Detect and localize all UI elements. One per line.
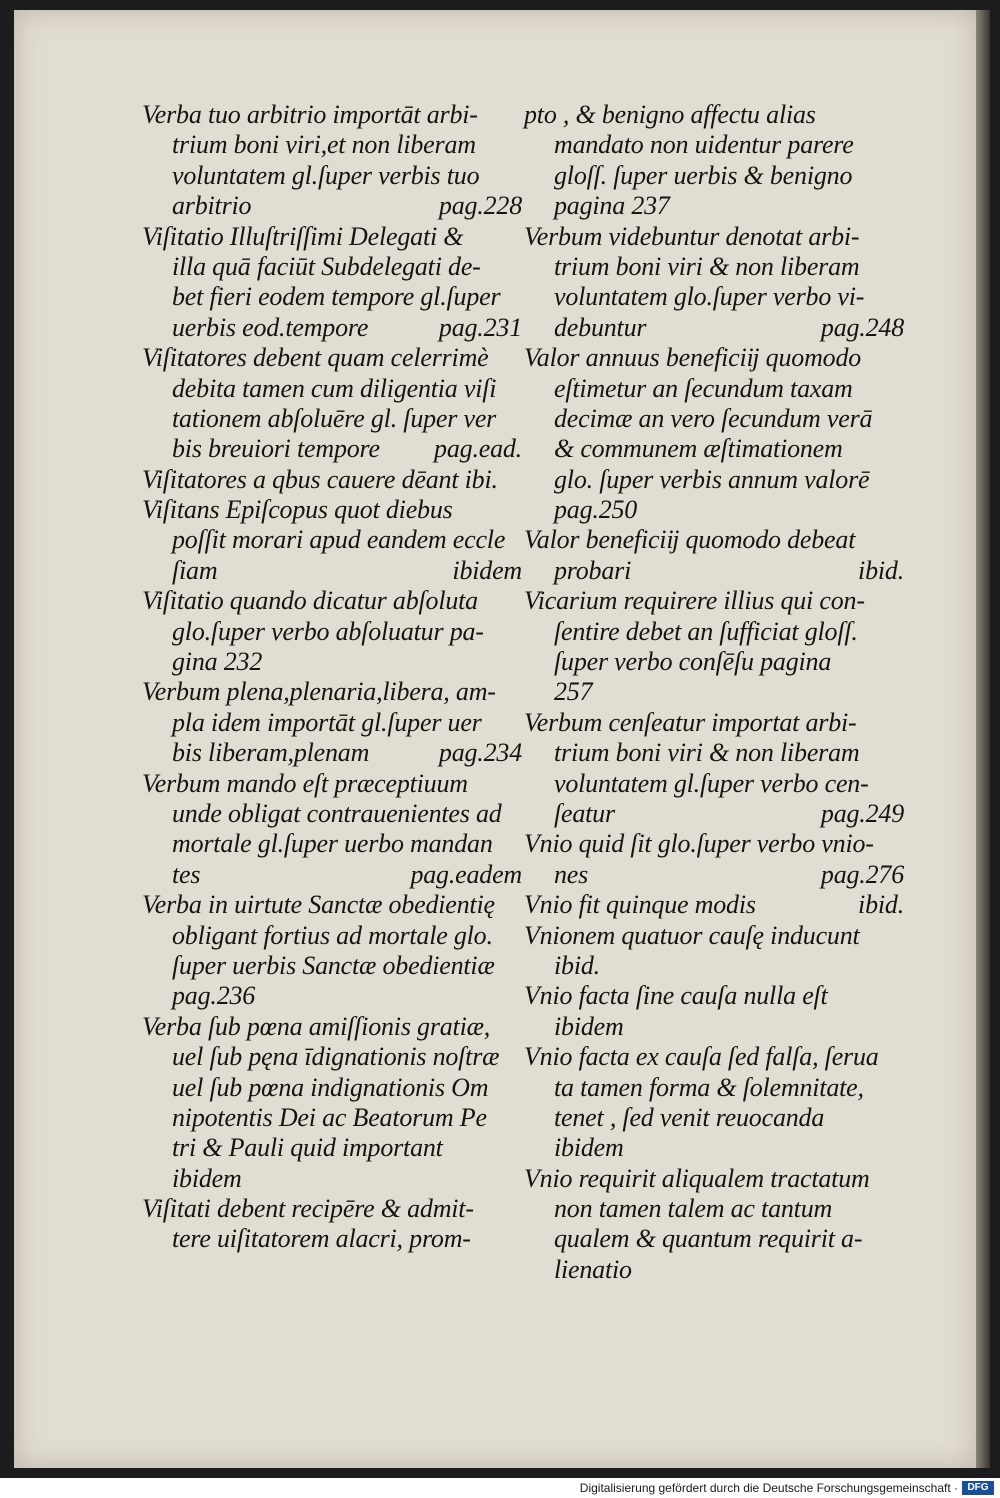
index-line: [524, 708, 904, 738]
index-line: [524, 1164, 904, 1194]
entry-text: arbitrio: [172, 191, 252, 221]
index-line: [524, 1073, 904, 1103]
page-reference: pag.234: [438, 738, 522, 768]
index-line: [524, 890, 904, 920]
entry-text: mandato non uidentur parere: [554, 130, 854, 160]
index-line: [524, 434, 904, 464]
index-line: [142, 1224, 522, 1254]
entry-text: illa quā faciūt Subdelegati de-: [172, 251, 481, 281]
index-line: [524, 556, 904, 586]
index-line: [524, 525, 904, 555]
entry-text: Vicarium requirere illius qui con-: [524, 586, 865, 616]
index-line: [524, 465, 904, 495]
index-line: [524, 951, 904, 981]
entry-text: trium boni viri & non liberam: [554, 738, 860, 768]
footer-credit: Digitalisierung gefördert durch die Deutsche Forschungsgemeinschaft ·: [579, 1481, 958, 1495]
index-line: [524, 1255, 904, 1285]
entry-text: glo.ſuper verbo abſoluatur pa-: [172, 616, 484, 646]
entry-text: ſiam: [172, 555, 218, 585]
entry-text: gina 232: [172, 647, 263, 677]
entry-text: voluntatem glo.ſuper verbo vi-: [554, 282, 865, 312]
entry-text: gloſſ. ſuper uerbis & benigno: [554, 160, 853, 190]
index-line: [142, 343, 522, 373]
entry-text: Verba ſub pœna amiſſionis gratiæ,: [142, 1011, 491, 1041]
index-line: [524, 1194, 904, 1224]
index-line: [524, 1133, 904, 1163]
entry-text: debita tamen cum diligentia viſi: [172, 373, 497, 403]
index-line: [142, 222, 522, 252]
index-line: [524, 191, 904, 221]
entry-text: trium boni viri & non liberam: [554, 251, 860, 281]
index-line: [142, 161, 522, 191]
index-line: [524, 222, 904, 252]
index-line: [142, 313, 522, 343]
index-line: [142, 1073, 522, 1103]
index-line: [142, 1194, 522, 1224]
entry-text: voluntatem gl.ſuper verbis tuo: [172, 160, 480, 190]
left-column: [142, 100, 522, 1255]
index-line: [142, 1012, 522, 1042]
entry-text: Viſitati debent recipēre & admit-: [142, 1194, 474, 1224]
entry-text: glo. ſuper verbis annum valorē: [554, 464, 870, 494]
index-line: [524, 981, 904, 1011]
page-reference: pag.eadem: [410, 859, 522, 889]
index-line: [524, 799, 904, 829]
entry-text: obligant fortius ad mortale glo.: [172, 920, 493, 950]
entry-text: pag.250: [554, 495, 638, 525]
entry-text: ibidem: [554, 1011, 624, 1041]
index-line: [142, 1164, 522, 1194]
right-column: [524, 100, 904, 1285]
entry-text: pto , & benigno affectu alias: [524, 100, 816, 129]
entry-text: pla idem importāt gl.ſuper uer: [172, 707, 482, 737]
index-line: [142, 1042, 522, 1072]
index-line: [524, 860, 904, 890]
entry-text: unde obligat contrauenientes ad: [172, 798, 502, 828]
entry-text: debuntur: [554, 312, 647, 342]
index-line: [524, 100, 904, 130]
entry-text: ta tamen forma & ſolemnitate,: [554, 1072, 864, 1102]
entry-text: Verba tuo arbitrio importāt arbi-: [142, 100, 478, 129]
entry-text: nes: [554, 859, 589, 889]
entry-text: trium boni viri,et non liberam: [172, 130, 476, 160]
entry-text: Vnio fit quinque modis: [524, 890, 756, 920]
index-line: [142, 981, 522, 1011]
index-line: [524, 1012, 904, 1042]
index-line: [142, 738, 522, 768]
entry-text: ſuper uerbis Sanctæ obedientiæ: [172, 950, 495, 980]
index-line: [142, 921, 522, 951]
entry-text: tenet , ſed venit reuocanda: [554, 1102, 825, 1132]
index-line: [524, 343, 904, 373]
page-edge: [976, 10, 990, 1468]
entry-text: & communem æſtimationem: [554, 434, 843, 464]
index-line: [142, 252, 522, 282]
index-line: [524, 282, 904, 312]
entry-text: Viſitans Epiſcopus quot diebus: [142, 495, 453, 525]
page-reference: pag.ead.: [434, 434, 522, 464]
index-line: [524, 130, 904, 160]
entry-text: pagina 237: [554, 191, 670, 221]
index-line: [142, 282, 522, 312]
index-line: [524, 161, 904, 191]
entry-text: Vnio quid ſit glo.ſuper verbo vnio-: [524, 829, 874, 859]
dfg-logo: DFG: [962, 1481, 994, 1495]
index-line: [142, 100, 522, 130]
index-line: [524, 617, 904, 647]
page-reference: pag.248: [820, 312, 904, 342]
index-line: [524, 252, 904, 282]
entry-text: bet fieri eodem tempore gl.ſuper: [172, 282, 501, 312]
index-line: [142, 1133, 522, 1163]
index-line: [524, 586, 904, 616]
index-line: [142, 465, 522, 495]
entry-text: pag.236: [172, 981, 256, 1011]
index-line: [142, 434, 522, 464]
entry-text: bis breuiori tempore: [172, 434, 380, 464]
index-line: [142, 769, 522, 799]
index-line: [142, 890, 522, 920]
index-line: [524, 1103, 904, 1133]
entry-text: ſentire debet an ſufficiat gloſſ.: [554, 616, 858, 646]
entry-text: decimæ an vero ſecundum verā: [554, 403, 873, 433]
entry-text: poſſit morari apud eandem eccle: [172, 525, 506, 555]
entry-text: ſeatur: [554, 798, 615, 828]
index-line: [524, 313, 904, 343]
index-line: [142, 525, 522, 555]
index-line: [142, 556, 522, 586]
index-line: [142, 799, 522, 829]
index-line: [524, 738, 904, 768]
index-line: [142, 860, 522, 890]
entry-text: tationem abſoluēre gl. ſuper ver: [172, 403, 497, 433]
index-line: [524, 404, 904, 434]
entry-text: tere uiſitatorem alacri, prom-: [172, 1224, 471, 1254]
entry-text: voluntatem gl.ſuper verbo cen-: [554, 768, 869, 798]
page-reference: ibid.: [858, 890, 904, 920]
page-reference: pag.231: [438, 312, 522, 342]
entry-text: Verbum videbuntur denotat arbi-: [524, 221, 860, 251]
index-line: [524, 769, 904, 799]
index-line: [524, 1224, 904, 1254]
page-reference: pag.249: [820, 798, 904, 828]
entry-text: Vnio requirit aliqualem tractatum: [524, 1163, 870, 1193]
index-line: [142, 586, 522, 616]
page-reference: ibid.: [858, 555, 904, 585]
entry-text: mortale gl.ſuper uerbo mandan: [172, 829, 493, 859]
entry-text: Vnionem quatuor cauſę inducunt: [524, 920, 860, 950]
index-line: [142, 191, 522, 221]
entry-text: tri & Pauli quid important: [172, 1133, 443, 1163]
index-line: [142, 677, 522, 707]
entry-text: Verba in uirtute Sanctæ obedientię: [142, 890, 495, 920]
entry-text: non tamen talem ac tantum: [554, 1194, 833, 1224]
entry-text: tes: [172, 859, 201, 889]
index-line: [142, 374, 522, 404]
entry-text: uerbis eod.tempore: [172, 312, 369, 342]
index-line: [524, 495, 904, 525]
index-line: [142, 647, 522, 677]
entry-text: uel ſub pęna īdignationis noſtræ: [172, 1042, 500, 1072]
index-line: [142, 404, 522, 434]
page-reference: pag.228: [438, 191, 522, 221]
entry-text: Vnio facta ſine cauſa nulla eſt: [524, 981, 828, 1011]
entry-text: probari: [554, 555, 632, 585]
entry-text: Verbum plena,plenaria,libera, am-: [142, 677, 496, 707]
entry-text: nipotentis Dei ac Beatorum Pe: [172, 1102, 487, 1132]
footer-bar: [0, 1478, 1000, 1498]
index-line: [142, 708, 522, 738]
index-line: [524, 921, 904, 951]
entry-text: Valor annuus beneficiĳ quomodo: [524, 343, 862, 373]
page-reference: pag.276: [820, 859, 904, 889]
entry-text: lienatio: [554, 1254, 632, 1284]
index-line: [524, 647, 904, 677]
entry-text: Viſitatio quando dicatur abſoluta: [142, 586, 478, 616]
entry-text: Viſitatio Illuſtriſſimi Delegati &: [142, 221, 464, 251]
entry-text: 257: [554, 677, 593, 707]
entry-text: uel ſub pœna indignationis Om: [172, 1072, 489, 1102]
index-line: [142, 617, 522, 647]
entry-text: Valor beneficiĳ quomodo debeat: [524, 525, 856, 555]
entry-text: eſtimetur an ſecundum taxam: [554, 373, 853, 403]
entry-text: Viſitatores debent quam celerrimè: [142, 343, 489, 373]
page-reference: ibidem: [452, 555, 522, 585]
index-line: [524, 677, 904, 707]
entry-text: Vnio facta ex cauſa ſed falſa, ſerua: [524, 1042, 879, 1072]
entry-text: ſuper verbo conſēſu pagina: [554, 647, 832, 677]
entry-text: ibidem: [554, 1133, 624, 1163]
index-line: [142, 829, 522, 859]
index-line: [142, 951, 522, 981]
index-line: [524, 1042, 904, 1072]
entry-text: Viſitatores a qbus cauere dēant ibi.: [142, 464, 498, 494]
index-line: [142, 1103, 522, 1133]
index-line: [142, 130, 522, 160]
index-line: [524, 829, 904, 859]
entry-text: Verbum cenſeatur importat arbi-: [524, 707, 857, 737]
entry-text: Verbum mando eſt præceptiuum: [142, 768, 468, 798]
index-line: [142, 495, 522, 525]
entry-text: ibid.: [554, 950, 600, 980]
entry-text: ibidem: [172, 1163, 242, 1193]
index-line: [524, 374, 904, 404]
entry-text: qualem & quantum requirit a-: [554, 1224, 863, 1254]
entry-text: bis liberam,plenam: [172, 738, 370, 768]
